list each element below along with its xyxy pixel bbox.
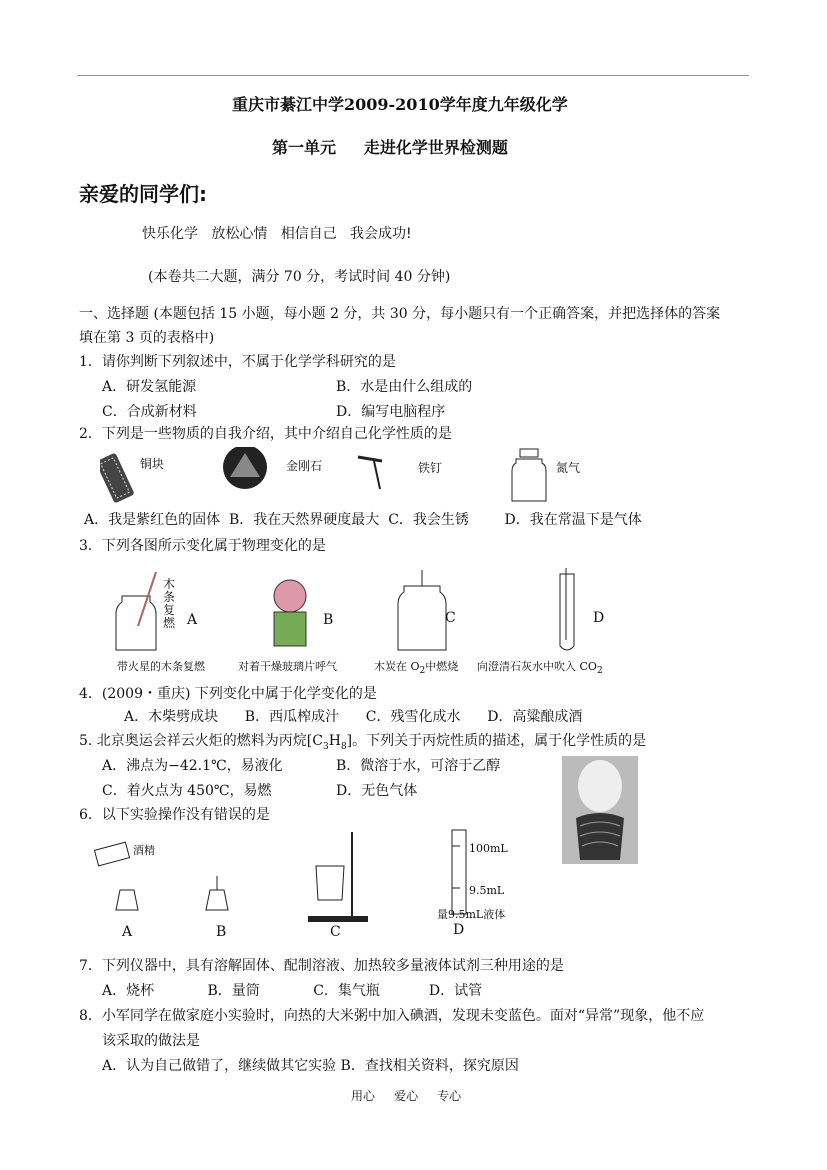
exam-info: (本卷共二大题，满分 70 分，考试时间 40 分钟) bbox=[148, 269, 451, 285]
q2-figure bbox=[100, 447, 660, 507]
q3-d-testtube bbox=[560, 568, 574, 650]
q1-option-a: A．研发氢能源 bbox=[102, 379, 197, 395]
section-heading-cont: 填在第 3 页的表格中) bbox=[79, 330, 215, 346]
q2-label-copper: 铜块 bbox=[140, 457, 165, 471]
q3-caption-c: 木炭在 $O_2$中燃烧 bbox=[374, 660, 459, 677]
q4-options: A．木柴劈成块 B．西瓜榨成汁 C．残雪化成水 D．高粱酿成酒 bbox=[124, 709, 583, 725]
diamond-image bbox=[223, 447, 267, 489]
copper-block-image bbox=[100, 453, 135, 504]
q2-stem: 2．下列是一些物质的自我介绍，其中介绍自己化学性质的是 bbox=[79, 426, 452, 442]
q7-stem: 7．下列仪器中，具有溶解固体、配制溶液、加热较多量液体试剂三种用途的是 bbox=[79, 958, 564, 974]
q5-stem: 5. 北京奥运会祥云火炬的燃料为丙烷$[C_3H_8]$。下列关于丙烷性质的描述，属于化学性质的是 bbox=[79, 733, 647, 752]
section-heading: 一、选择题 (本题包括 15 小题，每小题 2 分，共 30 分，每小题只有一个正确答案，并把选择体的答案 bbox=[79, 306, 721, 322]
q1-option-c: C．合成新材料 bbox=[102, 404, 197, 420]
q3-letter-a: A bbox=[187, 612, 198, 628]
q6-cyl-top: 100mL bbox=[469, 842, 508, 855]
q1-option-d: D．编写电脑程序 bbox=[336, 404, 446, 420]
q3-caption-b: 对着干燥玻璃片呼气 bbox=[238, 660, 337, 673]
q2-label-nail: 铁钉 bbox=[418, 461, 443, 475]
q8-stem: 8．小军同学在做家庭小实验时，向热的大米粥中加入碘酒，发现未变蓝色。面对“异常”现象，他不应 bbox=[79, 1008, 705, 1024]
gas-bottle-image bbox=[512, 449, 546, 501]
q6-alcohol-label: 酒精 bbox=[133, 844, 155, 857]
q3-c-bottle bbox=[398, 570, 446, 650]
motto: 快乐化学 放松心情 相信自己 我会成功! bbox=[142, 226, 412, 242]
q5-option-d: D．无色气体 bbox=[336, 783, 418, 799]
q3-a-jar bbox=[116, 572, 156, 650]
q6-b-lamp bbox=[206, 876, 228, 910]
q7-options: A．烧杯 B．量筒 C．集气瓶 D．试管 bbox=[102, 983, 483, 999]
q6-cyl-mid: 9.5mL bbox=[469, 884, 505, 897]
q6-letter-c: C bbox=[330, 924, 341, 940]
document-title: 重庆市綦江中学2009-2010学年度九年级化学 bbox=[232, 95, 568, 114]
q2-options: A．我是紫红色的固体 B．我在天然界硬度最大 C．我会生锈 D．我在常温下是气体 bbox=[84, 512, 642, 528]
q8-stem-cont: 该采取的做法是 bbox=[102, 1033, 200, 1049]
torch-photo bbox=[562, 756, 638, 864]
header-rule bbox=[77, 75, 749, 76]
q3-letter-c: C bbox=[445, 610, 456, 626]
q6-a-lamp bbox=[94, 842, 138, 910]
q3-caption-d: 向澄清石灰水中吹入 $CO_2$ bbox=[477, 660, 603, 677]
q5-option-a: A．沸点为−42.1℃，易液化 bbox=[102, 758, 283, 774]
q6-c-stand bbox=[308, 832, 368, 922]
q1-stem: 1．请你判断下列叙述中，不属于化学学科研究的是 bbox=[79, 354, 396, 370]
q4-stem: 4．(2009・重庆) 下列变化中属于化学变化的是 bbox=[79, 686, 377, 702]
iron-nail-image bbox=[358, 457, 382, 489]
q2-label-diamond: 金刚石 bbox=[286, 459, 323, 473]
q5-option-c: C．着火点为 450℃，易燃 bbox=[102, 783, 272, 799]
q3-letter-b: B bbox=[323, 612, 334, 628]
q8-options-ab: A．认为自己做错了，继续做其它实验 B．查找相关资料，探究原因 bbox=[102, 1058, 519, 1074]
greeting: 亲爱的同学们: bbox=[79, 182, 207, 206]
q3-b-girl bbox=[274, 580, 306, 646]
q6-letter-a: A bbox=[122, 924, 133, 940]
q3-figure bbox=[110, 566, 630, 656]
q3-stem: 3．下列各图所示变化属于物理变化的是 bbox=[79, 538, 326, 554]
q3-side-label: 木条复燃 bbox=[163, 577, 176, 630]
q6-d-cylinder bbox=[452, 830, 466, 914]
q6-letter-b: B bbox=[216, 924, 227, 940]
q1-option-b: B．水是由什么组成的 bbox=[336, 379, 473, 395]
q6-stem: 6．以下实验操作没有错误的是 bbox=[79, 807, 270, 823]
q5-option-b: B．微溶于水，可溶于乙醇 bbox=[336, 758, 501, 774]
q2-label-nitrogen: 氮气 bbox=[556, 461, 581, 475]
page-footer: 用心 爱心 专心 bbox=[351, 1089, 462, 1103]
q6-letter-d: D bbox=[453, 922, 465, 938]
document-subtitle: 第一单元 走进化学世界检测题 bbox=[272, 138, 508, 157]
q6-cyl-caption: 量9.5mL液体 bbox=[437, 908, 506, 921]
q3-caption-a: 带火星的木条复燃 bbox=[117, 660, 205, 673]
q3-letter-d: D bbox=[593, 610, 605, 626]
